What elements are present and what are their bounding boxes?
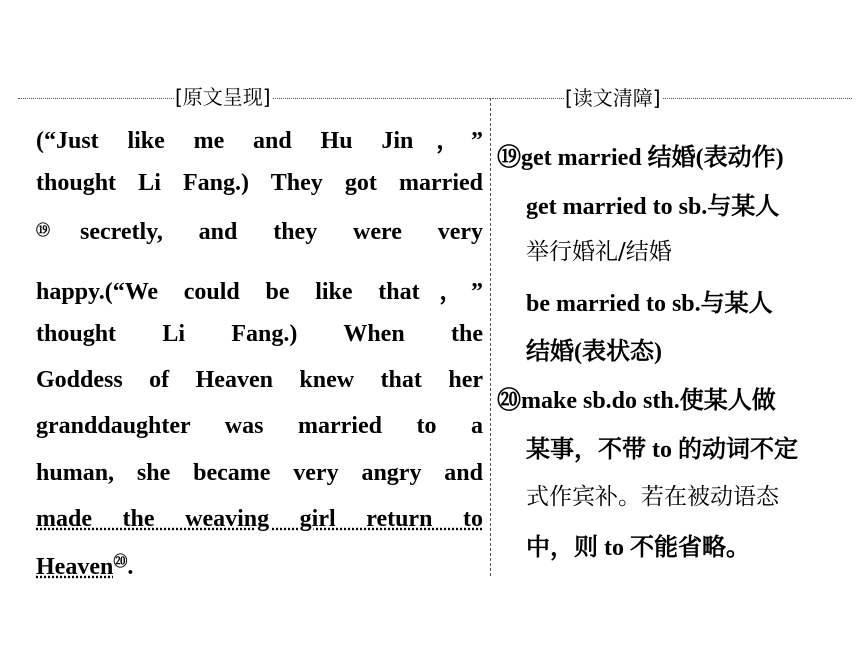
passage-line: Heaven⑳.	[36, 554, 134, 580]
passage-line: thought Li Fang.) They got married	[36, 170, 483, 196]
note-line: 举行婚礼/结婚	[526, 239, 672, 265]
note-line: 结婚(表状态)	[526, 339, 662, 365]
note-line: 某事，不带 to 的动词不定	[526, 437, 798, 463]
passage-line: happy.(“We could be like that，”	[36, 279, 483, 305]
note-line: ⑲get married 结婚(表动作)	[497, 145, 784, 171]
note-line: 式作宾补。若在被动语态	[526, 484, 779, 510]
note-marker-20: ⑳	[113, 555, 128, 570]
note-line: ⑳make sb.do sth.使某人做	[497, 388, 776, 414]
right-header-rule	[492, 98, 852, 99]
passage-line: thought Li Fang.) When the	[36, 321, 483, 347]
passage-line: human, she became very angry and	[36, 460, 483, 486]
column-divider	[490, 98, 491, 576]
passage-line: ⑲ secretly, and they were very	[36, 219, 483, 245]
note-number: ⑲	[497, 145, 521, 171]
note-line: get married to sb.与某人	[526, 194, 780, 220]
note-number: ⑳	[497, 388, 521, 414]
note-line: 中，则 to 不能省略。	[526, 535, 750, 561]
note-marker-19: ⑲	[36, 224, 50, 239]
note-line: be married to sb.与某人	[526, 291, 773, 317]
reading-notes-header: [读文清障]	[565, 86, 661, 110]
passage-line: Goddess of Heaven knew that her	[36, 367, 483, 393]
passage-line: (“Just like me and Hu Jin，”	[36, 128, 483, 154]
original-text-header: [原文呈现]	[175, 85, 271, 109]
passage-line: made the weaving girl return to	[36, 506, 483, 532]
passage-line: granddaughter was married to a	[36, 413, 483, 439]
